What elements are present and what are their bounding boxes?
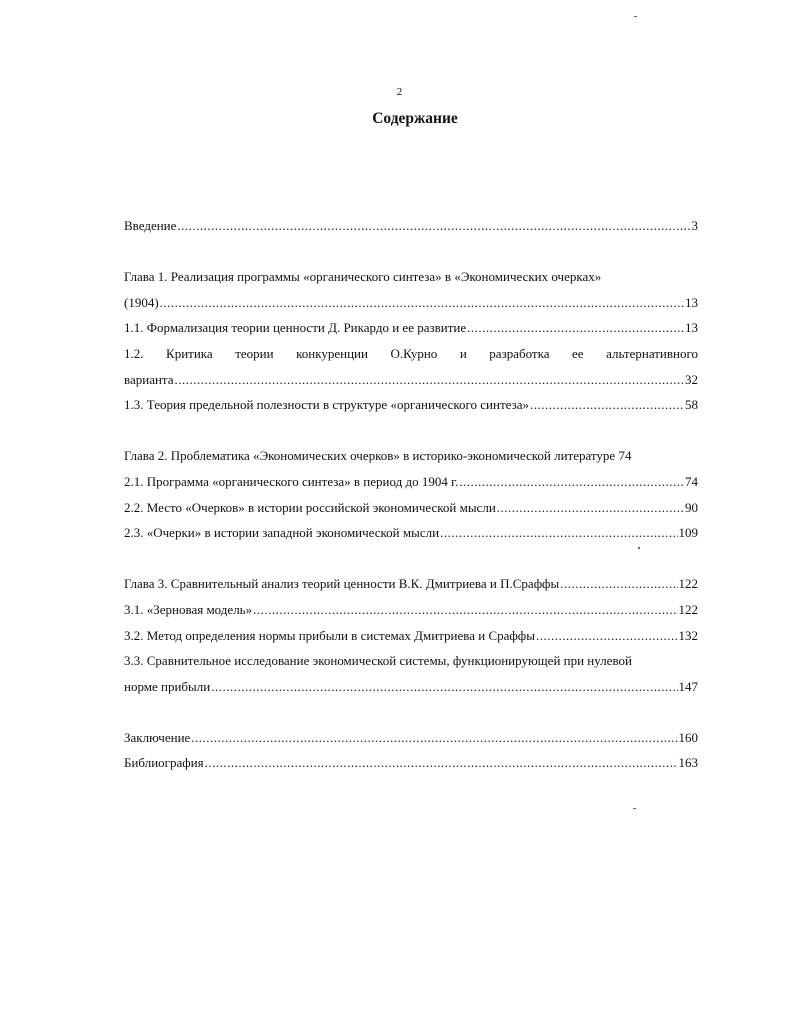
toc-entry-2-1 <box>124 469 698 495</box>
dot-leader <box>467 315 684 341</box>
dot-leader <box>560 571 677 597</box>
dot-leader <box>191 725 677 751</box>
toc-entry-page: 147 <box>678 678 698 694</box>
toc-entry-title: Заключение <box>124 729 191 745</box>
toc-entry-title: Глава 2. Проблематика «Экономических очерков» в историко-экономической литературе 74 <box>124 448 632 464</box>
toc-entry-page: 109 <box>678 525 698 541</box>
toc-chapter-1-heading-cont <box>124 290 698 316</box>
toc-entry-page: 160 <box>678 729 698 745</box>
toc-entry-page: 122 <box>678 601 698 617</box>
dot-leader <box>175 367 684 393</box>
toc-entry-title: Глава 1. Реализация программы «органического синтеза» в «Экономических очерках» <box>124 269 602 285</box>
toc-entry-title: Введение <box>124 218 177 233</box>
toc-entry-page: 74 <box>685 473 698 489</box>
dot-leader <box>440 520 677 546</box>
toc-entry-title: Глава 3. Сравнительный анализ теорий ценности В.К. Дмитриева и П.Сраффы <box>124 576 560 592</box>
toc-entry-title: 3.2. Метод определения нормы прибыли в системах Дмитриева и Сраффы <box>124 627 535 643</box>
toc-entry-page: 132 <box>678 627 698 643</box>
toc-entry-title: норме прибыли <box>124 678 211 694</box>
toc-entry-2-2 <box>124 495 698 521</box>
toc-entry-1-3 <box>124 392 698 418</box>
toc-entry-page: 90 <box>685 499 698 515</box>
page-title: Содержание <box>372 110 458 127</box>
toc-entry-1-2 <box>124 341 698 367</box>
toc-chapter-3-heading <box>124 571 698 597</box>
toc-entry-page: 32 <box>685 371 698 387</box>
scan-speck <box>638 547 640 549</box>
toc-entry-title: 2.1. Программа «органического синтеза» в период до 1904 г. <box>124 473 459 489</box>
dot-leader <box>497 495 684 521</box>
toc-chapter-2-heading <box>124 443 698 469</box>
page-number: 2 <box>396 86 403 98</box>
toc-entry-3-2 <box>124 623 698 649</box>
toc-entry-1-1 <box>124 315 698 341</box>
scan-speck <box>633 808 636 809</box>
toc-entry-page: 122 <box>678 576 698 592</box>
toc-entry-title: Библиография <box>124 755 204 771</box>
toc-entry-page: 163 <box>678 755 698 771</box>
toc-chapter-1-heading <box>124 264 698 290</box>
toc-entry-title: 3.1. «Зерновая модель» <box>124 601 253 617</box>
toc-entry-3-1 <box>124 597 698 623</box>
dot-leader <box>211 674 677 700</box>
dot-leader <box>177 213 690 239</box>
toc-entry-title: (1904) <box>124 294 159 310</box>
dot-leader <box>536 623 678 649</box>
dot-leader <box>160 290 684 316</box>
dot-leader <box>253 597 677 623</box>
toc-entry-conclusion <box>124 725 698 751</box>
toc-entry-title: 1.1. Формализация теории ценности Д. Рикардо и ее развитие <box>124 320 467 336</box>
toc-entry-page: 13 <box>685 294 698 310</box>
toc-entry-title: 2.2. Место «Очерков» в истории российской экономической мысли <box>124 499 496 515</box>
toc-entry-3-3 <box>124 648 698 674</box>
toc-entry-1-2-cont <box>124 367 698 393</box>
toc-entry-intro <box>124 213 698 239</box>
toc-entry-3-3-cont <box>124 674 698 700</box>
toc-entry-bibliography <box>124 750 698 776</box>
toc-entry-title: варианта <box>124 371 174 387</box>
table-of-contents <box>124 213 698 776</box>
toc-entry-title: 1.2. Критика теории конкуренции О.Курно и разработка ее альтернативного <box>124 345 698 361</box>
toc-entry-page: 13 <box>685 320 698 336</box>
toc-entry-2-3 <box>124 520 698 546</box>
dot-leader <box>530 392 684 418</box>
toc-entry-page: 3 <box>691 218 698 233</box>
dot-leader <box>459 469 684 495</box>
toc-entry-title: 2.3. «Очерки» в истории западной экономической мысли <box>124 525 440 541</box>
dot-leader <box>205 750 678 776</box>
toc-entry-page: 58 <box>685 397 698 413</box>
toc-entry-title: 3.3. Сравнительное исследование экономической системы, функционирующей при нулевой <box>124 653 632 669</box>
scan-speck <box>634 16 637 17</box>
toc-entry-title: 1.3. Теория предельной полезности в структуре «органического синтеза» <box>124 397 529 413</box>
